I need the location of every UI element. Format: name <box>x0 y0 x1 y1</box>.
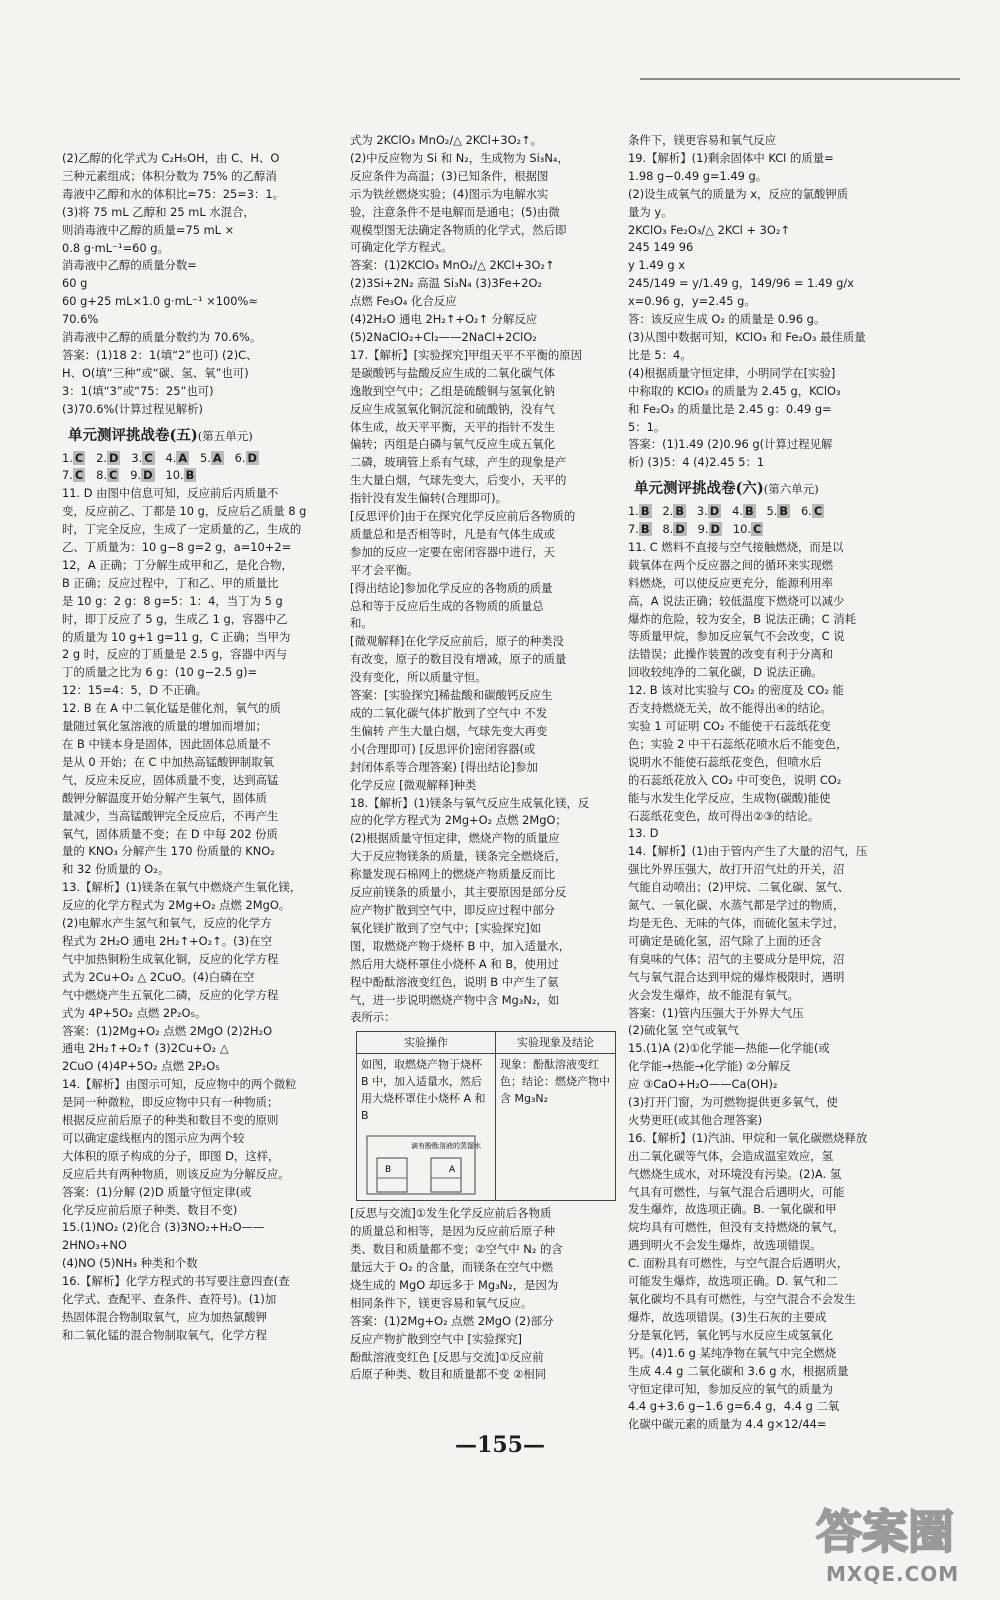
text-line: 酸钾分解温度开始分解产生氧气，固体质 <box>62 790 268 805</box>
column-1 <box>62 150 330 1345</box>
mc-answer: B <box>640 504 650 519</box>
text-line: 气中燃烧产生五氧化二磷，反应的化学方程 <box>62 987 279 1002</box>
text-line: 法错误；此操作装置的改变有利于分离和 <box>628 647 834 662</box>
text-line: 18.【解析】(1)镁条与氧气反应生成氧化镁，反 <box>350 795 590 810</box>
text-line: 的石蕊纸花放入 CO₂ 中可变色，说明 CO₂ <box>628 772 842 787</box>
text-line: 答案：(1)2KClO₃ MnO₂/△ 2KCl+3O₂↑ <box>350 258 555 273</box>
watermark-url: MXQE.COM <box>826 1562 960 1586</box>
text-line: 13.【解析】(1)镁条在氧气中燃烧产生氧化镁， <box>62 880 302 895</box>
text-line: 是从 0 开始；在 C 中加热高锰酸钾制取氧 <box>62 754 274 769</box>
text-line: 反应生成氢氧化铜沉淀和硫酸钠，没有气 <box>350 401 556 416</box>
text-line: (2)3Si+2N₂ 高温 Si₃N₄ (3)3Fe+2O₂ <box>350 276 542 291</box>
text-line: 高，A 说法正确；较低温度下燃烧可以减少 <box>628 593 845 608</box>
mc-number: 5. <box>200 450 211 465</box>
beaker-figure <box>361 1128 481 1198</box>
text-line: 总和等于反应后生成的各物质的质量总 <box>350 598 544 613</box>
mc-answer: C <box>74 450 84 465</box>
text-line: 答案：(1)2Mg+O₂ 点燃 2MgO (2)部分 <box>350 1313 554 1328</box>
text-line: 比是 5：4。 <box>628 347 692 362</box>
text-line: 式为 2KClO₃ MnO₂/△ 2KCl+3O₂↑。 <box>350 133 543 147</box>
mc-number: 8. <box>662 522 674 537</box>
col3-text-b <box>628 539 896 1434</box>
beaker-b <box>377 1158 407 1192</box>
text-line: 应产物扩散到空气中，即反应过程中部分 <box>350 902 556 917</box>
text-line: 载氧体在两个反应器之间的循环来实现燃 <box>628 557 834 572</box>
text-line: 可确定化学方程式。 <box>350 240 453 255</box>
text-line: 发生爆炸，故选项正确。B. 一氧化碳和甲 <box>628 1202 837 1217</box>
text-line: 化学反应前后原子种类、数目不变) <box>62 1202 238 1217</box>
text-line: 酚酞溶液变红色 [反思与交流]①反应前 <box>350 1349 544 1364</box>
text-line: 15.(1)NO₂ (2)化合 (3)3NO₂+H₂O—— <box>62 1220 265 1235</box>
text-line: 火会发生爆炸，故不能混有氧气。 <box>628 987 799 1002</box>
mc-number: 6. <box>234 450 246 465</box>
text-line: 称量发现石棉网上的燃烧产物质量反而比 <box>350 867 556 882</box>
text-line: 的质量总和相等，是因为反应前后原子种 <box>350 1224 556 1239</box>
mc-number: 4. <box>732 504 743 519</box>
text-line: 1.98 g−0.49 g=1.49 g。 <box>628 168 768 183</box>
text-line: 反应产物扩散到空气中 [实验探究] <box>350 1331 522 1346</box>
text-line: 中称取的 KClO₃ 的质量为 2.45 g，KClO₃ <box>628 383 841 398</box>
mc-answer: D <box>710 522 720 537</box>
text-line: 反应前镁条的质量小，其主要原因是部分反 <box>350 885 567 900</box>
text-line: (2)中反应物为 Si 和 N₂，生成物为 Si₃N₄， <box>350 150 569 165</box>
text-line: 封闭体系等合理答案) [得出结论]参加 <box>350 759 538 774</box>
text-line: 根据反应前后原子的种类和数目不变的原则 <box>62 1113 279 1128</box>
watermark-text: 答案圈 <box>816 1505 954 1559</box>
text-line: 强比外界压强大，故打开沼气灶的开关，沼 <box>628 862 845 877</box>
text-line: 式为 2Cu+O₂ △ 2CuO。(4)白磷在空 <box>62 969 255 984</box>
text-line: 生成 4.4 g 二氧化碳和 3.6 g 水，根据质量 <box>628 1363 849 1378</box>
text-line: 16.【解析】化学方程式的书写要注意四查(查 <box>62 1274 290 1289</box>
text-line: [反思评价]由于在探究化学反应前后各物质的 <box>350 509 576 524</box>
text-line: 11. C 燃料不直接与空气接触燃烧，而是以 <box>628 539 844 554</box>
text-line: 参加的反应一定要在密闭容器中进行，天 <box>350 544 556 559</box>
text-line: 反应的化学方程式为 2Mg+O₂ 点燃 2MgO。 <box>62 898 291 913</box>
mc-number: 10. <box>732 522 751 537</box>
section6-subtitle: (第六单元) <box>763 482 819 497</box>
text-line: 等质量甲烷，参加反应氧气不会改变，C 说 <box>628 629 845 644</box>
text-line: 爆炸，故选项错误。(3)生石灰的主要成 <box>628 1309 827 1324</box>
text-line: 和 Fe₂O₃ 的质量比是 2.45 g：0.49 g= <box>628 401 832 416</box>
mc-number: 9. <box>697 522 709 537</box>
text-line: 时，即丁反应了 5 g，生成乙 1 g，容器中乙 <box>62 611 288 626</box>
mc-answer: C <box>109 468 118 483</box>
text-line: B 正确；反应过程中，丁和乙、甲的质量比 <box>62 575 279 590</box>
text-line: (4)2H₂O 通电 2H₂↑+O₂↑ 分解反应 <box>350 312 538 327</box>
mc-number: 1. <box>628 504 639 519</box>
text-line: (2)根据质量守恒定律，燃烧产物的质量应 <box>350 831 560 846</box>
text-line: y 1.49 g x <box>628 258 685 273</box>
table-result-text: 现象：酚酞溶液变红色；结论：燃烧产物中含 Mg₃N₂ <box>496 1054 616 1201</box>
text-line: 均是无色、无味的气体，而硫化氢未学过， <box>628 915 845 930</box>
text-line: 氧气，固体质量不变；在 D 中每 202 份质 <box>62 826 278 841</box>
mc-answer: C <box>74 468 84 483</box>
text-line: 氮气、一氧化碳、水蒸气都是学过的物质， <box>628 898 845 913</box>
mc-number: 9. <box>130 468 142 483</box>
text-line: 2KClO₃ Fe₂O₃/△ 2KCl + 3O₂↑ <box>628 222 790 237</box>
text-line: 大于反应物镁条的质量，镁条完全燃烧后， <box>350 849 567 864</box>
mc-number: 8. <box>96 468 107 483</box>
text-line: 气能自动喷出；(2)甲烷、二氧化碳、氢气、 <box>628 880 850 895</box>
text-line: (5)2NaClO₂+Cl₂——2NaCl+2ClO₂ <box>350 329 537 344</box>
text-line: 化碳中碳元素的质量为 4.4 g×12/44= <box>628 1417 827 1432</box>
mc-number: 2. <box>96 450 107 465</box>
text-line: (2)乙醇的化学式为 C₂H₅OH，由 C、H、O <box>62 151 280 165</box>
mc-number: 5. <box>766 504 778 519</box>
mc-number: 7. <box>628 522 639 537</box>
text-line: 气与氧气混合达到甲烷的爆炸极限时，遇明 <box>628 969 845 984</box>
text-line: 类、数目和质量都不变；②空气中 N₂ 的含 <box>350 1242 563 1257</box>
mc-answer: D <box>109 450 119 465</box>
text-line: (3)将 75 mL 乙醇和 25 mL 水混合， <box>62 204 255 219</box>
section6-title: 单元测评挑战卷(六) <box>634 480 764 498</box>
mc-answers-unit5 <box>62 450 330 486</box>
text-line: 是 10 g：2 g：8 g=5：1：4，当丁为 5 g <box>62 593 283 608</box>
mc-number: 2. <box>662 504 674 519</box>
text-line: 气，反应未反应，固体质量不变，达到高锰 <box>62 772 279 787</box>
section5-subtitle: (第五单元) <box>197 428 253 443</box>
text-line: 16.【解析】(1)汽油、甲烷和一氧化碳燃烧释放 <box>628 1130 868 1145</box>
table-head-result: 实验现象及结论 <box>496 1032 616 1054</box>
text-line: 否支持燃烧无关，故不能得出④的结论。 <box>628 701 832 716</box>
text-line: 和 32 份质量的 O₂。 <box>62 862 170 877</box>
text-line: 可确定是硫化氢，沼气除了上面的还含 <box>628 933 822 948</box>
text-line: 答案：[实验探究]稀盐酸和碳酸钙反应生 <box>350 688 553 703</box>
mc-answer: D <box>709 504 720 519</box>
col1-text-a <box>62 150 330 419</box>
col3-text-a <box>628 132 896 472</box>
text-line: 15.(1)A (2)①化学能—热能—化学能(或 <box>628 1041 830 1056</box>
text-line: 4.4 g+3.6 g−1.6 g=6.4 g，4.4 g 二氧 <box>628 1399 840 1414</box>
section-title-unit6 <box>634 480 896 499</box>
text-line: 是碳酸钙与盐酸反应生成的二氧化碳气体 <box>350 365 556 380</box>
experiment-table <box>356 1031 616 1201</box>
text-line: 热固体混合物制取氧气，应为加热氯酸钾 <box>62 1310 268 1324</box>
table-head-op: 实验操作 <box>357 1032 496 1054</box>
text-line: [得出结论]参加化学反应的各物质的质量 <box>350 580 553 595</box>
mc-row <box>62 450 330 468</box>
text-line: 时，丁完全反应，生成了一定质量的乙，生成的 <box>62 522 302 537</box>
text-line: 爆炸的危险，较为安全，B 说法正确；C 消耗 <box>628 611 857 626</box>
text-line: (2)硫化氢 空气或氧气 <box>628 1023 739 1038</box>
text-line: 答案：(1)分解 (2)D 质量守恒定律(或 <box>62 1184 252 1199</box>
section-title-unit5 <box>68 427 330 446</box>
text-line: 生大量白烟，气球先变大，后变小，天平的 <box>350 473 567 488</box>
text-line: 5：1。 <box>628 419 666 434</box>
table-op-text: 如图，取燃烧产物于烧杯 B 中，加入适量水，然后用大烧杯罩住小烧杯 A 和 B <box>361 1058 486 1123</box>
mc-answer: D <box>675 522 685 537</box>
text-line: 遇到明火不会发生爆炸，故选项错误。 <box>628 1238 822 1253</box>
text-line: 质量总和是否相等时，凡是有气体生成或 <box>350 526 556 541</box>
text-line: 反应后共有两种物质，则该反应为分解反应。 <box>62 1166 290 1181</box>
text-line: 则消毒液中乙醇的质量=75 mL × <box>62 222 235 237</box>
text-line: 通电 2H₂↑+O₂↑ (3)2Cu+O₂ △ <box>62 1041 229 1056</box>
text-line: 答案：(1)1.49 (2)0.96 g(计算过程见解 <box>628 437 833 452</box>
text-line: 有改变，原子的数目没有增减，原子的质量 <box>350 652 567 667</box>
text-line: 能与水发生化学反应，生成物(碳酸)能使 <box>628 790 831 805</box>
mc-row <box>628 521 896 539</box>
text-line: 气具有可燃性，与氧气混合后遇明火，可能 <box>628 1184 845 1199</box>
col1-text-b <box>62 485 330 1345</box>
text-line: 说明水不能使石蕊纸花变色，但喷水后 <box>628 754 822 769</box>
mc-number: 6. <box>800 504 812 519</box>
text-line: 量远大于 O₂ 的含量，而镁条在空气中燃 <box>350 1260 554 1275</box>
text-line: 245/149 = y/1.49 g，149/96 = 1.49 g/x <box>628 276 854 291</box>
mc-number: 3. <box>131 450 143 465</box>
text-line: 析) (3)5：4 (4)2.45 5：1 <box>628 455 765 470</box>
text-line: 2CuO (4)4P+5O₂ 点燃 2P₂O₅ <box>62 1059 220 1074</box>
text-line: 后原子种类、数目和质量都不变 ②相同 <box>350 1367 547 1382</box>
text-line: 平才会平衡。 <box>350 562 419 577</box>
watermark-glyph <box>812 1500 982 1560</box>
text-line: 乙、丁质量为：10 g−8 g=2 g，a=10+2= <box>62 540 292 555</box>
text-line: 化学能→热能→化学能) ②分解反 <box>628 1059 791 1074</box>
text-line: 19.【解析】(1)剩余固体中 KCl 的质量= <box>628 150 834 165</box>
text-line: (3)打开门窗，为可燃物提供更多氧气，使 <box>628 1095 838 1110</box>
text-line: 实验 1 可证明 CO₂ 不能使干石蕊纸花变 <box>628 719 831 733</box>
text-line: 答案：(1)2Mg+O₂ 点燃 2MgO (2)2H₂O <box>62 1023 273 1038</box>
text-line: 丁的质量之比为 6 g：(10 g−2.5 g)= <box>62 665 258 680</box>
mc-row <box>628 503 896 521</box>
beaker-a <box>431 1158 461 1192</box>
mc-number: 3. <box>696 504 708 519</box>
text-line: 偏转；丙组是白磷与氧气反应生成五氧化 <box>350 437 556 452</box>
text-line: 分是氧化钙，氧化钙与水反应生成氢氧化 <box>628 1327 834 1342</box>
text-line: 条件下，镁更容易和氧气反应 <box>628 133 777 147</box>
text-line: H、O(填“三种”或“碳、氢、氧”也可) <box>62 365 249 380</box>
fig-label-b: B <box>385 1165 392 1176</box>
page-number: —155— <box>455 1432 545 1458</box>
mc-row <box>62 467 330 485</box>
text-line: 化学式、查配平、查条件、查符号)。(1)加 <box>62 1292 277 1307</box>
column-3 <box>628 132 896 1434</box>
fig-caption: 滴有酚酞溶液的蒸馏水 <box>411 1142 481 1151</box>
mc-answer: C <box>144 450 153 465</box>
text-line: 三种元素组成；体积分数为 75% 的乙醇消 <box>62 168 277 183</box>
text-line: x=0.96 g，y=2.45 g。 <box>628 294 756 309</box>
mc-answer: C <box>813 504 823 519</box>
text-line: 验，注意条件不是电解而是通电；(5)由微 <box>350 204 560 219</box>
mc-answer: C <box>753 522 762 537</box>
text-line: 11. D 由图中信息可知，反应前后丙质量不 <box>62 486 279 501</box>
text-line: 有臭味的气体；沼气的主要成分是甲烷，沼 <box>628 951 845 966</box>
text-line: 的质量为 10 g+1 g=11 g，C 正确；当甲为 <box>62 629 291 644</box>
text-line: 钙。(4)1.6 g 某纯净物在氧气中完全燃烧 <box>628 1345 837 1360</box>
text-line: 量随过氧化氢溶液的质量的增加而增加； <box>62 719 268 734</box>
text-line: 体生成，故天平平衡，天平的指针不发生 <box>350 419 556 434</box>
text-line: 消毒液中乙醇的质量分数= <box>62 258 197 273</box>
text-line: 指针没有发生偏转(合理即可)。 <box>350 491 507 506</box>
text-line: 70.6% <box>62 312 99 327</box>
text-line: 在 B 中镁本身是固体，因此固体总质量不 <box>62 737 271 751</box>
text-line: 应的化学方程式为 2Mg+O₂ 点燃 2MgO； <box>350 813 567 828</box>
text-line: 毒液中乙醇和水的体积比=75：25=3：1。 <box>62 186 285 201</box>
text-line: 和二氧化锰的混合物制取氧气，化学方程 <box>62 1327 268 1342</box>
text-line: 点燃 Fe₃O₄ 化合反应 <box>350 294 457 309</box>
text-line: 和。 <box>350 616 373 631</box>
text-line: 气中加热铜粉生成氧化铜，反应的化学方程 <box>62 951 279 966</box>
mc-answer: B <box>185 468 195 483</box>
text-line: 3：1(填“3”或“75：25”也可) <box>62 383 214 398</box>
text-line: 60 g <box>62 276 88 291</box>
text-line: 图，取燃烧产物于烧杯 B 中，加入适量水， <box>350 938 571 953</box>
text-line: 氧化碳均不具有可燃性，与空气混合不会发生 <box>628 1292 856 1306</box>
text-line: [微观解释]在化学反应前后，原子的种类没 <box>350 634 564 649</box>
text-line: (2)设生成氧气的质量为 x，反应的氯酸钾质 <box>628 186 849 201</box>
mc-answers-unit6 <box>628 503 896 539</box>
text-line: 火势更旺(或其他合理答案) <box>628 1112 763 1127</box>
text-line: 成的二氧化碳气体扩散到了空气中 不发 <box>350 706 548 720</box>
mc-number: 1. <box>62 450 73 465</box>
text-line: 逸散到空气中；乙组是硫酸铜与氢氧化钠 <box>350 383 556 398</box>
text-line: 然后用大烧杯罩住小烧杯 A 和 B，使用过 <box>350 956 559 971</box>
watermark-logo <box>812 1500 982 1590</box>
text-line: 14.【解析】(1)由于管内产生了大量的沼气，压 <box>628 844 868 859</box>
text-line: 量减少，当高锰酸钾完全反应后，不再产生 <box>62 808 279 823</box>
text-line: 式为 4P+5O₂ 点燃 2P₂O₅。 <box>62 1005 207 1020</box>
text-line: 12. B 在 A 中二氧化锰是催化剂，氧气的质 <box>62 701 282 716</box>
text-line: 17.【解析】[实验探究]甲组天平不平衡的原因 <box>350 347 583 362</box>
text-line: 守恒定律可知，参加反应的氧气的质量为 <box>628 1381 834 1396</box>
mc-answer: B <box>640 522 650 537</box>
mc-answer: D <box>247 450 257 465</box>
section5-title: 单元测评挑战卷(五) <box>68 426 198 444</box>
text-line: 氧化镁扩散到了空气中；[实验探究]如 <box>350 920 542 935</box>
text-line: 反应条件为高温；(3)已知条件，根据图 <box>350 168 549 183</box>
text-line: 12. B 该对比实验与 CO₂ 的密度及 CO₂ 能 <box>628 683 844 698</box>
text-line: 石蕊纸花变色，故可得出②③的结论。 <box>628 808 820 823</box>
mc-answer: A <box>178 450 188 465</box>
text-line: 色；实验 2 中干石蕊纸花喷水后不能变色， <box>628 736 848 751</box>
text-line: 0.8 g·mL⁻¹=60 g。 <box>62 240 169 255</box>
text-line: 答：该反应生成 O₂ 的质量是 0.96 g。 <box>628 312 826 327</box>
text-line: 13. D <box>628 826 659 841</box>
text-line: 烷均具有可燃性，但没有支持燃烧的氧气， <box>628 1220 845 1235</box>
text-line: 表所示： <box>350 1010 396 1025</box>
text-line: 14.【解析】由图示可知，反应物中的两个微粒 <box>62 1077 297 1092</box>
text-line: 12：15=4：5，D 不正确。 <box>62 683 208 698</box>
text-line: 答案：(1)18 2：1(填“2”也可) (2)C、 <box>62 347 258 362</box>
col2-text-a <box>350 132 618 1027</box>
text-line: 程式为 2H₂O 通电 2H₂↑+O₂↑。(3)在空 <box>62 933 273 948</box>
text-line: 观模型图无法确定各物质的化学式，然后即 <box>350 222 567 237</box>
text-line: 出二氧化碳等气体，会造成温室效应，氢 <box>628 1148 834 1163</box>
text-line: 没有变化，所以质量守恒。 <box>350 670 487 685</box>
text-line: 是同一种微粒，即反应物中只有一种物质； <box>62 1095 279 1110</box>
mc-answer: B <box>744 504 754 519</box>
mc-number: 10. <box>165 468 184 483</box>
text-line: 气燃烧生成水，对环境没有污染。(2)A. 氢 <box>628 1166 842 1181</box>
text-line: C. 面粉具有可燃性，与空气混合后遇明火， <box>628 1256 849 1271</box>
text-line: 60 g+25 mL×1.0 g·mL⁻¹ ×100%≈ <box>62 294 258 309</box>
text-line: 生偏转 产生大量白烟，气球先变大再变 <box>350 723 548 738</box>
text-line: 料燃烧，可以使反应更充分，能源利用率 <box>628 575 834 590</box>
text-line: 量为 y。 <box>628 204 673 219</box>
text-line: 二磷，玻璃管上系有气球，产生的现象是产 <box>350 455 567 470</box>
text-line: 可以确定虚线框内的图示应为两个较 <box>62 1130 245 1145</box>
text-line: [反思与交流]①发生化学反应前后各物质 <box>350 1206 552 1221</box>
text-line: 2 g 时，反应的丁质量是 2.5 g，容器中丙与 <box>62 647 288 662</box>
text-line: 气，进一步说明燃烧产物中含 Mg₃N₂，如 <box>350 992 560 1007</box>
text-line: 大体积的原子构成的分子，即图 D，这样， <box>62 1148 280 1163</box>
mc-number: 4. <box>165 450 177 465</box>
mc-answer: B <box>779 504 789 519</box>
text-line: (4)根据质量守恒定律，小明同学在[实验] <box>628 365 836 380</box>
text-line: 回收较纯净的二氧化碳，D 说法正确。 <box>628 665 823 680</box>
text-line: 消毒液中乙醇的质量分数约为 70.6%。 <box>62 330 262 345</box>
fig-label-a: A <box>449 1165 456 1176</box>
text-line: (3)从图中数据可知，KClO₃ 和 Fe₂O₃ 最佳质量 <box>628 329 866 344</box>
text-line: 答案：(1)管内压强大于外界大气压 <box>628 1005 804 1020</box>
text-line: 可能发生爆炸，故选项正确。D. 氧气和二 <box>628 1274 838 1289</box>
text-line: 烧生成的 MgO 却远多于 Mg₃N₂，是因为 <box>350 1277 559 1292</box>
column-2 <box>350 132 618 1384</box>
text-line: (3)70.6%(计算过程见解析) <box>62 401 203 416</box>
text-line: 量的 KNO₃ 分解产生 170 份质量的 KNO₂ <box>62 844 275 859</box>
text-line: 变，反应前乙、丁都是 10 g，反应后乙质量 8 g <box>62 504 307 519</box>
text-line: 程中酚酞溶液变红色，说明 B 中产生了氨 <box>350 974 559 989</box>
mc-answer: A <box>212 450 222 465</box>
col2-text-b <box>350 1205 618 1384</box>
text-line: 2HNO₃+NO <box>62 1238 127 1253</box>
header-rule <box>640 78 960 80</box>
text-line: 相同条件下，镁更容易和氧气反应。 <box>350 1295 533 1310</box>
text-line: 示为铁丝燃烧实验；(4)图示为电解水实 <box>350 186 549 201</box>
text-line: 应 ③CaO+H₂O——Ca(OH)₂ <box>628 1077 778 1092</box>
text-line: (4)NO (5)NH₃ 种类和个数 <box>62 1256 198 1271</box>
mc-number: 7. <box>62 468 73 483</box>
text-line: 12，A 正确；丁分解生成甲和乙，是化合物， <box>62 557 293 572</box>
text-line: (2)电解水产生氢气和氧气，反应的化学方 <box>62 916 272 931</box>
text-line: 小(合理即可) [反思评价]密闭容器(或 <box>350 741 536 756</box>
mc-answer: B <box>675 504 684 519</box>
text-line: 化学反应 [微观解释]种类 <box>350 777 477 792</box>
text-line: 245 149 96 <box>628 240 694 255</box>
mc-answer: D <box>143 468 153 483</box>
